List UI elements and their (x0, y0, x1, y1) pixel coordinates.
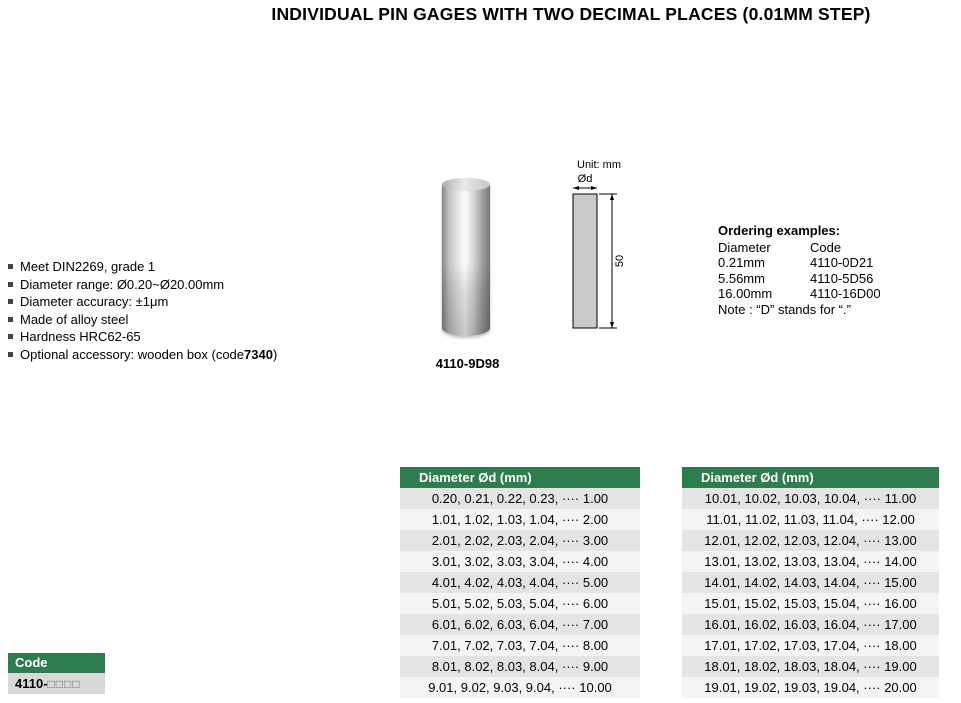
ordering-heading: Ordering examples: (718, 223, 841, 238)
table-row: 10.01, 10.02, 10.03, 10.04, ···· 11.00 (682, 488, 939, 509)
product-model-label: 4110-9D98 (435, 356, 500, 371)
feature-text-suffix: ) (272, 346, 278, 362)
ordering-diameter: 16.00mm (718, 286, 773, 302)
feature-text: Diameter range: Ø0.20~Ø20.00mm (20, 276, 225, 292)
table-body (682, 488, 939, 698)
table-row: 14.01, 14.02, 14.03, 14.04, ···· 15.00 (682, 572, 939, 593)
feature-item (8, 311, 277, 329)
ordering-col-diameter: Diameter (718, 239, 771, 255)
table-header: Diameter Ød (mm) (400, 467, 640, 488)
arrowhead-up-icon (610, 194, 614, 200)
ordering-row (718, 286, 881, 302)
diameter-table-right (682, 467, 939, 698)
table-row: 11.01, 11.02, 11.03, 11.04, ···· 12.00 (682, 509, 939, 530)
feature-list (8, 258, 277, 363)
ordering-code: 4110-0D21 (810, 255, 874, 271)
table-header: Diameter Ød (mm) (682, 467, 939, 488)
ordering-column-headers (718, 240, 881, 256)
ordering-note: Note : “D” stands for “.” (718, 301, 851, 317)
ordering-row (718, 255, 881, 271)
table-row: 16.01, 16.02, 16.03, 16.04, ···· 17.00 (682, 614, 939, 635)
bullet-square-icon (8, 282, 13, 287)
bullet-square-icon (8, 352, 13, 357)
code-block (8, 653, 105, 694)
table-row: 9.01, 9.02, 9.03, 9.04, ···· 10.00 (400, 677, 640, 698)
table-row: 3.01, 3.02, 3.03, 3.04, ···· 4.00 (400, 551, 640, 572)
table-row: 19.01, 19.02, 19.03, 19.04, ···· 20.00 (682, 677, 939, 698)
technical-drawing (563, 172, 641, 349)
table-row: 18.01, 18.02, 18.03, 18.04, ···· 19.00 (682, 656, 939, 677)
pin-section-rect (573, 194, 597, 328)
bullet-square-icon (8, 264, 13, 269)
feature-item (8, 293, 277, 311)
feature-text: Diameter accuracy: ±1μm (20, 294, 169, 310)
arrowhead-down-icon (610, 322, 614, 328)
ordering-examples (718, 223, 881, 318)
feature-text: Hardness HRC62-65 (20, 329, 141, 345)
table-body (400, 488, 640, 698)
ordering-code: 4110-16D00 (810, 286, 881, 302)
ordering-diameter: 0.21mm (718, 255, 765, 271)
bullet-square-icon (8, 299, 13, 304)
table-row: 17.01, 17.02, 17.03, 17.04, ···· 18.00 (682, 635, 939, 656)
unit-label: Unit: mm (577, 159, 621, 171)
table-row: 12.01, 12.02, 12.03, 12.04, ···· 13.00 (682, 530, 939, 551)
table-row: 1.01, 1.02, 1.03, 1.04, ···· 2.00 (400, 509, 640, 530)
diameter-dimension-label: Ød (577, 173, 593, 185)
table-row: 5.01, 5.02, 5.03, 5.04, ···· 6.00 (400, 593, 640, 614)
bullet-square-icon (8, 334, 13, 339)
ordering-diameter: 5.56mm (718, 270, 765, 286)
feature-text: Optional accessory: wooden box (code (20, 346, 245, 362)
table-row: 15.01, 15.02, 15.03, 15.04, ···· 16.00 (682, 593, 939, 614)
dimension-drawing-svg (563, 172, 641, 344)
page-title: INDIVIDUAL PIN GAGES WITH TWO DECIMAL PLACES (0.01MM STEP) (271, 4, 871, 24)
arrowhead-left-icon (573, 186, 579, 190)
table-row: 8.01, 8.02, 8.03, 8.04, ···· 9.00 (400, 656, 640, 677)
table-row: 7.01, 7.02, 7.03, 7.04, ···· 8.00 (400, 635, 640, 656)
feature-text: Meet DIN2269, grade 1 (20, 259, 156, 275)
code-block-header: Code (8, 653, 105, 673)
feature-item (8, 328, 277, 346)
feature-item (8, 258, 277, 276)
ordering-code: 4110-5D56 (810, 270, 874, 286)
feature-item (8, 276, 277, 294)
table-row: 13.01, 13.02, 13.03, 13.04, ···· 14.00 (682, 551, 939, 572)
table-row: 6.01, 6.02, 6.03, 6.04, ···· 7.00 (400, 614, 640, 635)
arrowhead-right-icon (591, 186, 597, 190)
feature-text: Made of alloy steel (20, 311, 129, 327)
code-block-value (8, 673, 105, 694)
table-row: 2.01, 2.02, 2.03, 2.04, ···· 3.00 (400, 530, 640, 551)
table-row: 4.01, 4.02, 4.03, 4.04, ···· 5.00 (400, 572, 640, 593)
pin-gage-photo (438, 178, 494, 336)
diameter-table-left (400, 467, 640, 698)
feature-code-bold: 7340 (244, 346, 273, 362)
length-dimension-label: 50 (614, 254, 626, 268)
feature-item (8, 346, 277, 364)
ordering-row (718, 271, 881, 287)
code-placeholder-boxes: □□□□ (47, 677, 81, 691)
pin-cylinder (442, 178, 490, 336)
ordering-col-code: Code (810, 239, 842, 255)
table-row: 0.20, 0.21, 0.22, 0.23, ···· 1.00 (400, 488, 640, 509)
code-prefix: 4110- (15, 676, 48, 691)
bullet-square-icon (8, 317, 13, 322)
